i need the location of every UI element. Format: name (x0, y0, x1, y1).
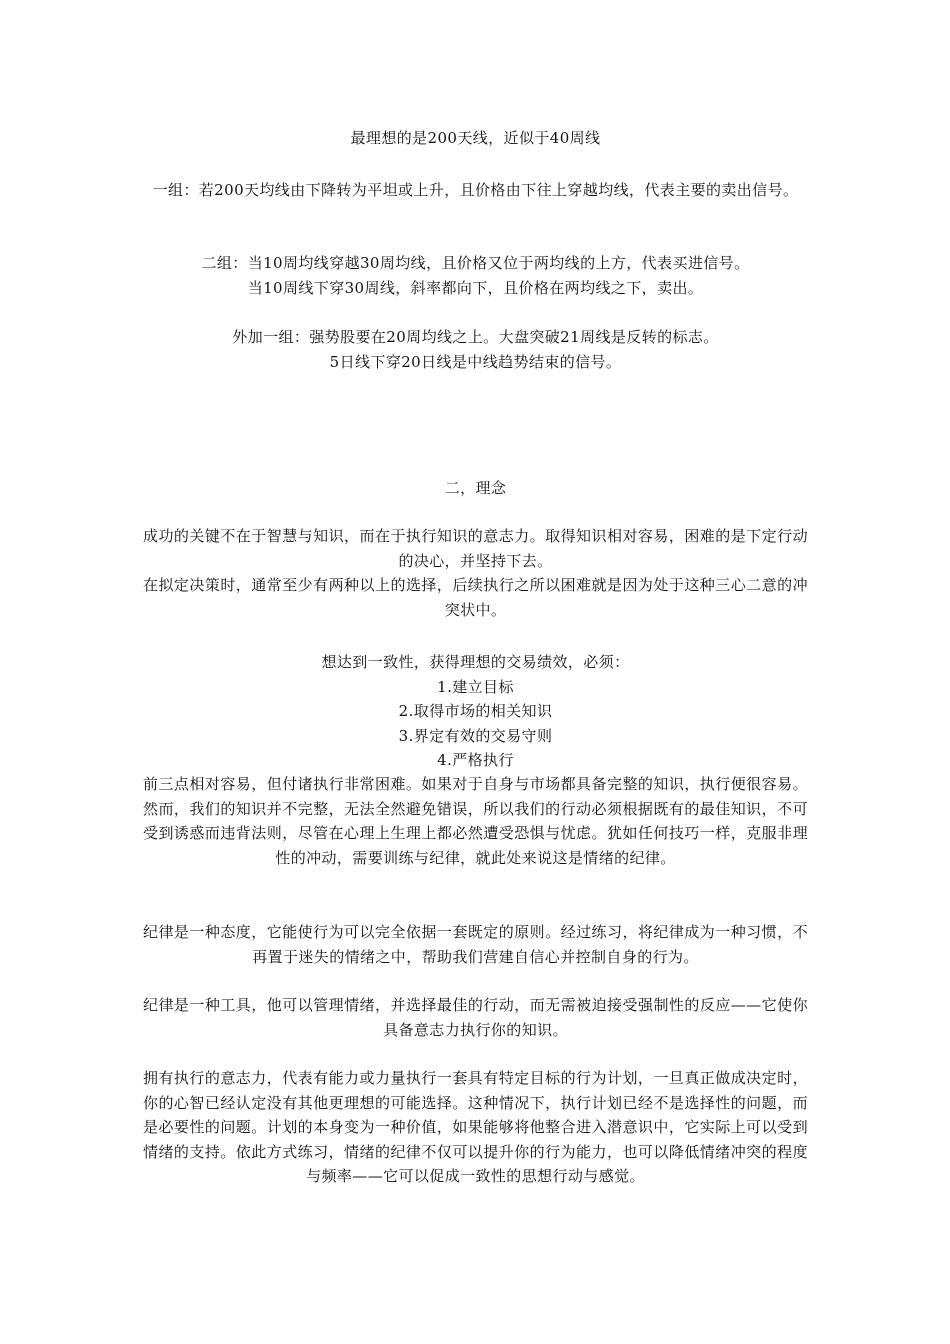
list-item: 4.严格执行 (437, 751, 514, 769)
paragraph-execution-block (143, 772, 808, 870)
consistency-list (143, 650, 808, 773)
paragraph-decision: 在拟定决策时，通常至少有两种以上的选择，后续执行之所以困难就是因为处于这种三心二意的冲突状中。 (143, 576, 808, 619)
ma-group2-sell: 当10周线下穿30周线，斜率都向下，且价格在两均线之下，卖出。 (247, 278, 704, 297)
ma-extra-line-1: 外加一组：强势股要在20周均线之上。大盘突破21周线是反转的标志。 (232, 328, 719, 346)
section-title: 二，理念 (444, 479, 507, 497)
list-item: 2.取得市场的相关知识 (398, 702, 553, 720)
paragraph-execution: 前三点相对容易，但付诸执行非常困难。如果对于自身与市场都具备完整的知识，执行便很容易。然而，我们的知识并不完整，无法全然避免错误，所以我们的行动必须根据既有的最佳知识，不可受到诱惑而违背法则，尽管在心理上生理上都必然遭受恐惧与忧虑。犹如任何技巧一样，克服非理性的冲动，需要训练与纪律，就此处来说这是情绪的纪律。 (143, 775, 808, 867)
list-intro: 想达到一致性，获得理想的交易绩效，必须： (321, 653, 630, 671)
paragraph-discipline-attitude: 纪律是一种态度，它能使行为可以完全依据一套既定的原则。经过练习，将纪律成为一种习惯，不再置于迷失的情绪之中，帮助我们营建自信心并控制自身的行为。 (143, 923, 808, 966)
paragraph-success-key: 成功的关键不在于智慧与知识，而在于执行知识的意志力。取得知识相对容易，困难的是下定行动的决心，并坚持下去。 (143, 527, 808, 570)
list-item: 1.建立目标 (437, 677, 514, 696)
ma-group-two (143, 251, 808, 300)
paragraph-discipline-tool: 纪律是一种工具，他可以管理情绪，并选择最佳的行动，而无需被迫接受强制性的反应——它使你具备意志力执行你的知识。 (143, 996, 808, 1039)
ma-line-200-day: 最理想的是200天线，近似于40周线 (350, 129, 601, 147)
paragraph-discipline-tool-block (143, 993, 808, 1042)
paragraph-discipline-attitude-block (143, 920, 808, 969)
paragraph-willpower-block (143, 1066, 808, 1189)
section-paragraphs-1 (143, 524, 808, 622)
ma-intro (143, 126, 808, 151)
ma-extra-line-2: 5日线下穿20日线是中线趋势结束的信号。 (329, 352, 622, 371)
ma-group-one (143, 178, 808, 203)
ma-group2-buy: 二组：当10周均线穿越30周均线，且价格又位于两均线的上方，代表买进信号。 (201, 254, 750, 272)
ma-group1-text: 一组：若200天均线由下降转为平坦或上升，且价格由下往上穿越均线，代表主要的卖出信号。 (152, 181, 799, 199)
section-heading (143, 476, 808, 501)
list-item: 3.界定有效的交易守则 (398, 726, 553, 745)
ma-extra-group (143, 325, 808, 374)
paragraph-willpower: 拥有执行的意志力，代表有能力或力量执行一套具有特定目标的行为计划，一旦真正做成决定时，你的心智已经认定没有其他更理想的可能选择。这种情况下，执行计划已经不是选择性的问题，而是必要性的问题。计划的本身变为一种价值，如果能够将他整合进入潜意识中，它实际上可以受到情绪的支持。依此方式练习，情绪的纪律不仅可以提升你的行为能力，也可以降低情绪冲突的程度与频率——它可以促成一致性的思想行动与感觉。 (143, 1069, 808, 1185)
